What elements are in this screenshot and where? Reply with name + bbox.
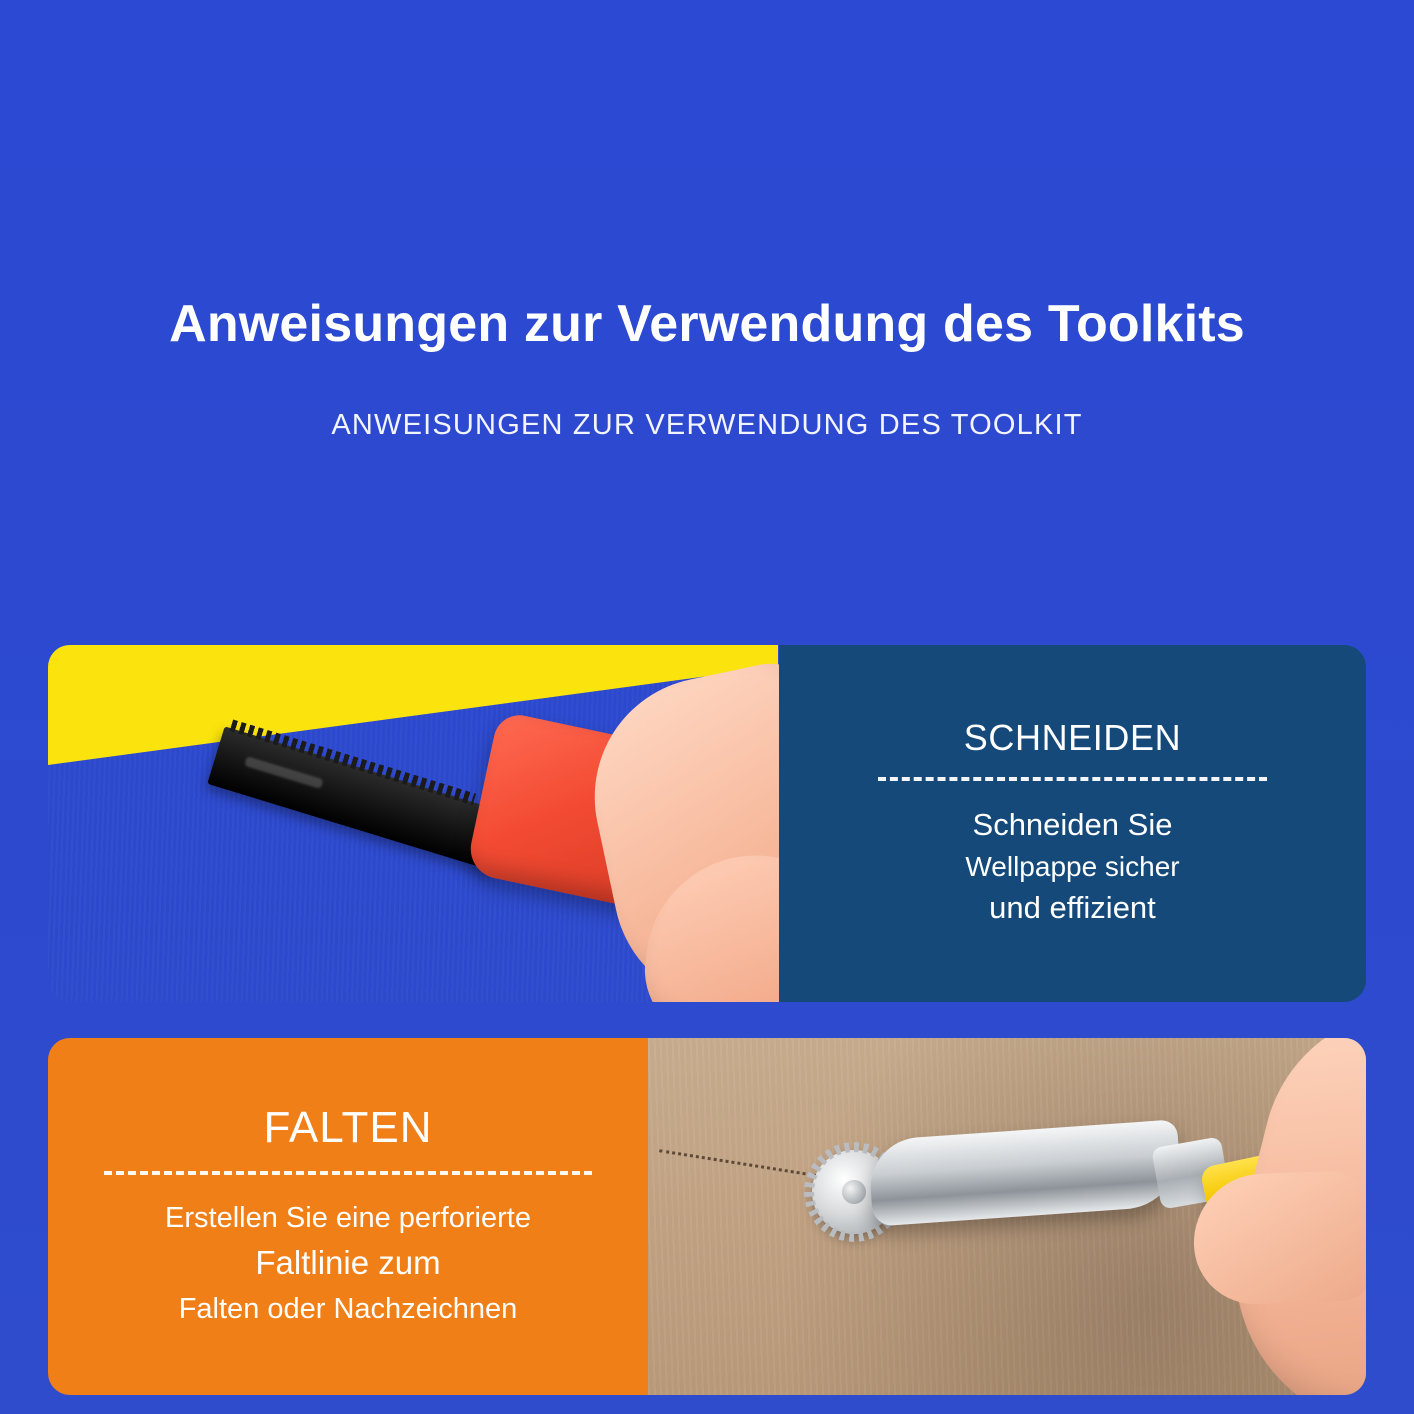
cut-body — [965, 803, 1179, 931]
fold-body-line-1: Erstellen Sie eine perforierte — [165, 1202, 531, 1235]
page-header — [0, 296, 1414, 442]
cut-panel — [779, 645, 1366, 1002]
cut-body-line-2: Wellpappe sicher — [965, 850, 1180, 882]
fold-divider — [104, 1171, 592, 1175]
fold-body-line-3: Falten oder Nachzeichnen — [178, 1292, 518, 1325]
fold-body — [165, 1197, 531, 1330]
fold-body-line-2: Faltlinie zum — [255, 1244, 441, 1282]
cut-body-line-3: und effizient — [989, 890, 1156, 926]
instruction-card-fold — [48, 1038, 1366, 1395]
cut-heading: SCHNEIDEN — [963, 716, 1182, 758]
page-subtitle: ANWEISUNGEN ZUR VERWENDUNG DES TOOLKIT — [331, 409, 1083, 442]
cut-divider — [878, 777, 1266, 781]
fold-heading: FALTEN — [263, 1103, 433, 1153]
cut-body-line-1: Schneiden Sie — [972, 806, 1173, 842]
instruction-card-cut — [48, 645, 1366, 1002]
fold-photo — [648, 1038, 1366, 1395]
page-title: Anweisungen zur Verwendung des Toolkits — [169, 295, 1245, 353]
cut-photo — [48, 645, 779, 1002]
fold-panel — [48, 1038, 648, 1395]
